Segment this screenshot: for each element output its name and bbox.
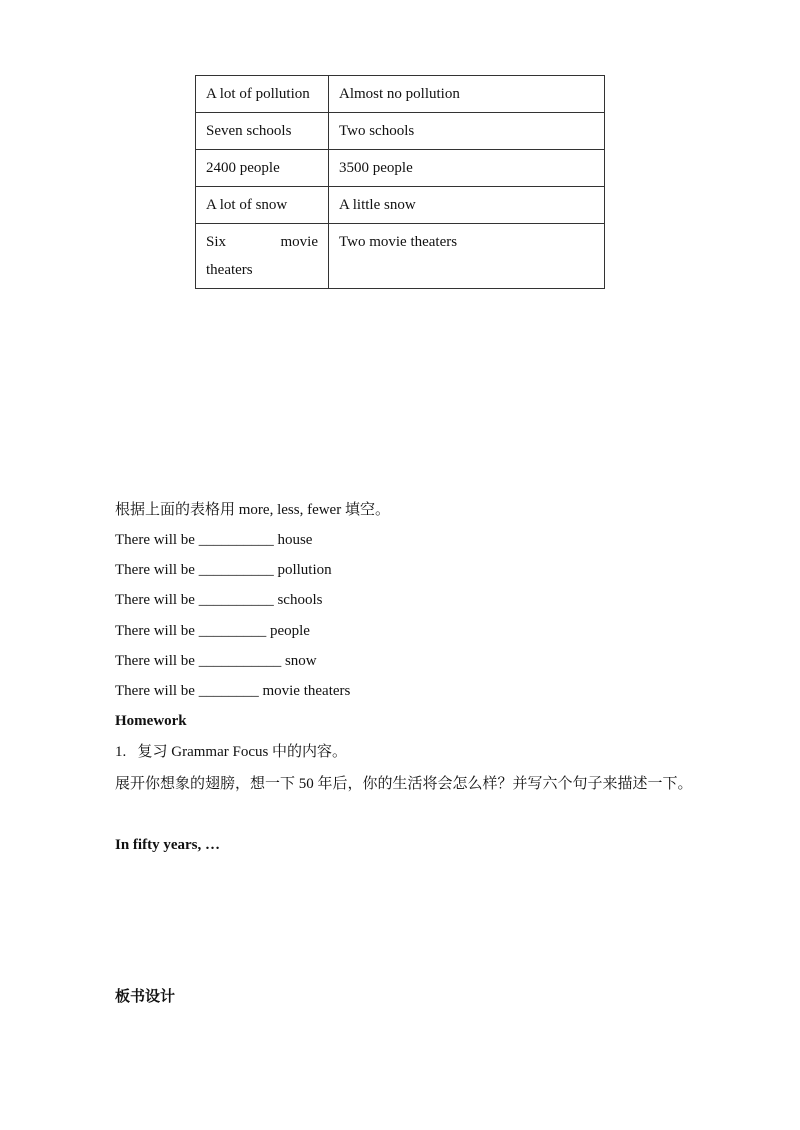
table-cell: 2400 people bbox=[196, 150, 329, 187]
fill-blank-sentence: There will be ________ movie theaters bbox=[115, 683, 351, 699]
fill-blank-sentence: There will be _________ people bbox=[115, 623, 310, 639]
table-cell: A little snow bbox=[329, 187, 605, 224]
table-cell: Two movie theaters bbox=[329, 224, 605, 289]
justified-line bbox=[206, 228, 318, 256]
table-row bbox=[196, 187, 605, 224]
homework-heading: Homework bbox=[115, 713, 187, 729]
table-cell: 3500 people bbox=[329, 150, 605, 187]
table-cell: Seven schools bbox=[196, 113, 329, 150]
board-design-heading: 板书设计 bbox=[115, 989, 176, 1005]
fill-blank-sentence: There will be ___________ snow bbox=[115, 653, 317, 669]
table-row bbox=[196, 150, 605, 187]
fill-blank-sentence: There will be __________ pollution bbox=[115, 562, 332, 578]
table-row bbox=[196, 224, 605, 289]
table-cell: A lot of pollution bbox=[196, 76, 329, 113]
cell-word: Six bbox=[206, 234, 227, 250]
cell-wrap-line: theaters bbox=[206, 262, 253, 278]
writing-starter: In fifty years, … bbox=[115, 837, 220, 853]
fill-blank-sentence: There will be __________ house bbox=[115, 532, 313, 548]
cell-word: movie bbox=[280, 234, 318, 250]
table-cell-justified bbox=[196, 224, 329, 289]
instruction-text: 根据上面的表格用 more, less, fewer 填空。 bbox=[115, 502, 390, 518]
table-cell: Almost no pollution bbox=[329, 76, 605, 113]
homework-item-1: 1. 复习 Grammar Focus 中的内容。 bbox=[115, 744, 348, 760]
table-row bbox=[196, 76, 605, 113]
table-cell: A lot of snow bbox=[196, 187, 329, 224]
fill-blank-sentence: There will be __________ schools bbox=[115, 592, 323, 608]
table-cell: Two schools bbox=[329, 113, 605, 150]
table-row bbox=[196, 113, 605, 150]
homework-task: 展开你想象的翅膀，想一下 50 年后，你的生活将会怎么样？并写六个句子来描述一下。 bbox=[115, 776, 693, 792]
comparison-table bbox=[195, 75, 605, 289]
